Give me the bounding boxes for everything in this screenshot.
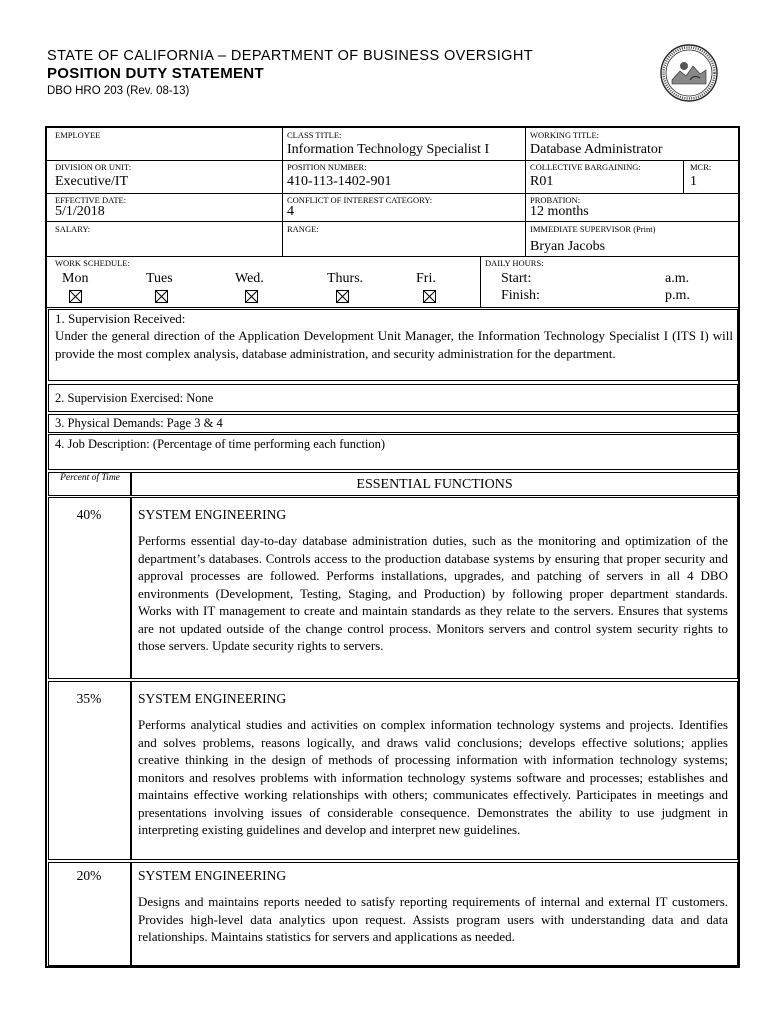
supervisor-field[interactable]: Bryan Jacobs bbox=[530, 239, 606, 254]
function-1-percent-cell bbox=[48, 497, 131, 679]
effective-date-label: EFFECTIVE DATE: bbox=[55, 195, 127, 205]
mcr-field[interactable]: 1 bbox=[690, 174, 697, 189]
mon-checkbox[interactable] bbox=[69, 290, 82, 303]
mcr-label: MCR: bbox=[690, 162, 712, 172]
function-2-percent: 35% bbox=[76, 691, 102, 706]
function-2-text: Performs analytical studies and activities on complex information technology systems and projects. Identifies and solves problems, reasons logically, and draws valid conclusions; develops effective solutions; applies creative thinking in the design of methods of processing information with information technology systems; monitors and resolves problems with information technology systems software and processes; establishes and maintains effective working relationships with others; communicates effectively. Participates in meetings and presentations involving issues of considerable consequence. Demonstrates the ability to use judgment in interpreting existing guidelines and develop and interpret new guidelines. bbox=[138, 717, 728, 837]
day-wed-label: Wed. bbox=[235, 271, 264, 286]
pm-label: p.m. bbox=[665, 288, 690, 303]
position-number-label: POSITION NUMBER: bbox=[287, 162, 367, 172]
day-thurs-label: Thurs. bbox=[327, 271, 364, 286]
supervision-exercised-text: 2. Supervision Exercised: None bbox=[55, 391, 214, 405]
state-seal-icon bbox=[660, 44, 718, 102]
form-id: DBO HRO 203 (Rev. 08-13) bbox=[47, 85, 190, 97]
supervision-received-title: 1. Supervision Received: bbox=[55, 311, 186, 326]
working-title-field[interactable]: Database Administrator bbox=[530, 142, 663, 157]
document-title: POSITION DUTY STATEMENT bbox=[47, 65, 264, 82]
percent-of-time-label: Percent of Time bbox=[60, 473, 120, 483]
finish-label: Finish: bbox=[501, 288, 540, 303]
salary-label: SALARY: bbox=[55, 224, 91, 234]
essential-functions-title: ESSENTIAL FUNCTIONS bbox=[356, 477, 513, 492]
function-1-title: SYSTEM ENGINEERING bbox=[138, 507, 287, 522]
supervision-received-text: Under the general direction of the Application Development Unit Manager, the Information Technology Specialist I (ITS I) will provide the most complex analysis, database administration, and security administration for the department. bbox=[55, 328, 733, 361]
conflict-category-field[interactable]: 4 bbox=[287, 204, 294, 219]
function-3-text: Designs and maintains reports needed to satisfy reporting requirements of internal and external IT customers. Provides high-level data analytics upon request. Assists program users with understanding data and data relationships. Maintains statistics for servers and applications as needed. bbox=[138, 894, 728, 944]
probation-field[interactable]: 12 months bbox=[530, 204, 589, 219]
employee-label: EMPLOYEE bbox=[55, 130, 101, 140]
agency-name: STATE OF CALIFORNIA – DEPARTMENT OF BUSINESS OVERSIGHT bbox=[47, 48, 533, 64]
tues-checkbox[interactable] bbox=[155, 290, 168, 303]
position-number-field[interactable]: 410-113-1402-901 bbox=[287, 174, 392, 189]
collective-bargaining-field[interactable]: R01 bbox=[530, 174, 554, 189]
probation-label: PROBATION: bbox=[530, 195, 581, 205]
class-title-label: CLASS TITLE: bbox=[287, 130, 342, 140]
day-mon-label: Mon bbox=[62, 271, 89, 286]
job-description-text: 4. Job Description: (Percentage of time performing each function) bbox=[55, 437, 386, 451]
division-field[interactable]: Executive/IT bbox=[55, 174, 129, 189]
fri-checkbox[interactable] bbox=[423, 290, 436, 303]
collective-bargaining-label: COLLECTIVE BARGAINING: bbox=[530, 162, 641, 172]
working-title-label: WORKING TITLE: bbox=[530, 130, 600, 140]
function-1-percent: 40% bbox=[76, 507, 102, 522]
physical-demands-text: 3. Physical Demands: Page 3 & 4 bbox=[55, 416, 223, 430]
class-title-field[interactable]: Information Technology Specialist I bbox=[287, 142, 490, 157]
function-3-title: SYSTEM ENGINEERING bbox=[138, 868, 287, 883]
supervisor-label: IMMEDIATE SUPERVISOR (Print) bbox=[530, 224, 656, 234]
thurs-checkbox[interactable] bbox=[336, 290, 349, 303]
daily-hours-label: DAILY HOURS: bbox=[485, 258, 544, 268]
am-label: a.m. bbox=[665, 271, 690, 286]
division-label: DIVISION OR UNIT: bbox=[55, 162, 132, 172]
function-3-percent: 20% bbox=[76, 868, 102, 883]
wed-checkbox[interactable] bbox=[245, 290, 258, 303]
work-schedule-label: WORK SCHEDULE: bbox=[55, 258, 130, 268]
day-tues-label: Tues bbox=[146, 271, 173, 286]
function-1-text: Performs essential day-to-day database administration duties, such as the monitoring and optimization of the department’s databases. Controls access to the production database systems by ensuring that proper security and approval processes are followed. Performs installations, upgrades, and patching of servers in all 4 DBO environments (Development, Testing, Staging, and Production) by following proper department standards. Works with IT management to create and maintain standards as they relate to the servers. Ensures that systems are not updated outside of the change control process. Monitors servers and control system security rights to those servers. Update security rights to servers. bbox=[138, 533, 728, 653]
effective-date-field[interactable]: 5/1/2018 bbox=[55, 204, 105, 219]
function-2-title: SYSTEM ENGINEERING bbox=[138, 691, 287, 706]
range-label: RANGE: bbox=[287, 224, 319, 234]
function-2-percent-cell bbox=[48, 681, 131, 860]
conflict-category-label: CONFLICT OF INTEREST CATEGORY: bbox=[287, 195, 433, 205]
start-label: Start: bbox=[501, 271, 532, 286]
day-fri-label: Fri. bbox=[416, 271, 436, 286]
